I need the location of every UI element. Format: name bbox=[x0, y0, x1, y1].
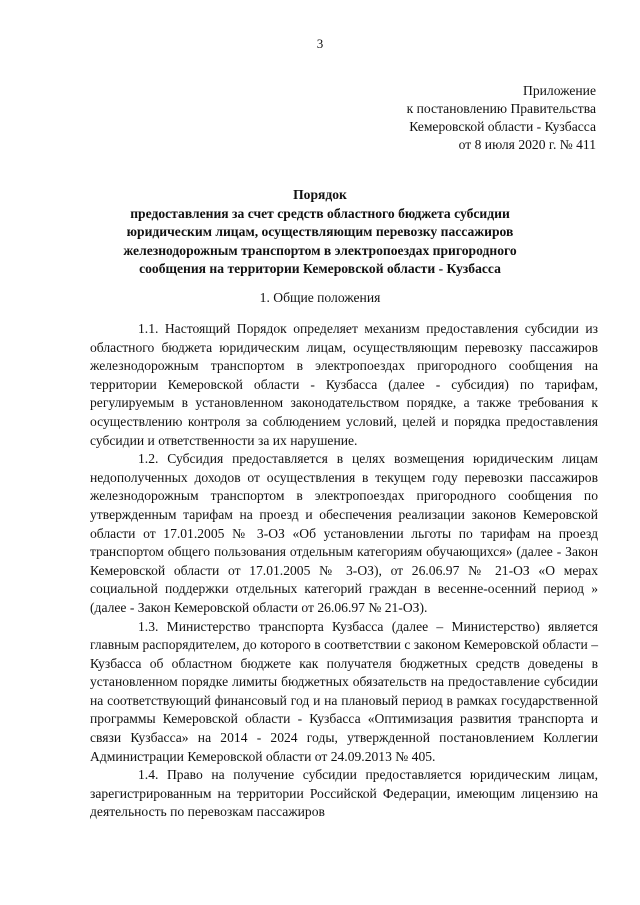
paragraph-1-4: 1.4. Право на получение субсидии предоставляется юридическим лицам, зарегистрированным на территории Российской Федерации, имеющим лицензию на деятельность по перевозкам пассажиров bbox=[90, 767, 598, 820]
paragraph-1-3: 1.3. Министерство транспорта Кузбасса (далее – Министерство) является главным распорядителем, до которого в соответствии с законом Кемеровской области – Кузбасса об областном бюджете как получателя бюджетных средств доведены в установленном порядке лимиты бюджетных обязательств на предоставление субсидии на соответствующий финансовый год и на плановый период в рамках государственной программы Кемеровской области - Кузбасса «Оптимизация развития транспорта и связи Кузбасса» на 2014 - 2024 годы, утвержденной постановлением Коллегии Администрации Кемеровской области от 24.09.2013 № 405. bbox=[90, 618, 598, 764]
title-line-3: юридическим лицам, осуществляющим перевозку пассажиров bbox=[126, 224, 514, 239]
appendix-line-4: от 8 июля 2020 г. № 411 bbox=[458, 137, 596, 152]
appendix-block bbox=[407, 82, 596, 154]
paragraph-1-2: 1.2. Субсидия предоставляется в целях возмещения юридическим лицам недополученных доходов от осуществления в текущем году перевозки пассажиров железнодорожным транспортом в электропоездах пригородного сообщения по утвержденным тарифам на проезд и обеспечения реализации законов Кемеровской области от 17.01.2005 № 3-ОЗ «Об установлении льготы по тарифам на проезд транспортом общего пользования отдельным категориям обучающихся» (далее - Закон Кемеровской области от 17.01.2005 № 3-ОЗ), от 26.06.97 № 21-ОЗ «О мерах социальной поддержки отдельных категорий граждан в весенне-осенний период » (далее - Закон Кемеровской области от 26.06.97 № 21-ОЗ). bbox=[90, 451, 598, 615]
title-line-4: железнодорожным транспортом в электропоездах пригородного bbox=[123, 242, 517, 258]
title-line-5: сообщения на территории Кемеровской области - Кузбасса bbox=[139, 261, 501, 276]
page-number: 3 bbox=[316, 36, 324, 51]
section-heading: 1. Общие положения bbox=[259, 290, 381, 305]
appendix-line-1: Приложение bbox=[523, 83, 596, 98]
appendix-line-2: к постановлению Правительства bbox=[406, 101, 596, 116]
title-line-1: Порядок bbox=[293, 187, 347, 202]
title-line-2: предоставления за счет средств областного бюджета субсидии bbox=[130, 205, 510, 221]
body-text bbox=[90, 320, 598, 822]
document-title bbox=[80, 186, 560, 279]
paragraph-1-1: 1.1. Настоящий Порядок определяет механизм предоставления субсидии из областного бюджета юридическим лицам, осуществляющим перевозку пассажиров железнодорожным транспортом в электропоездах пригородного сообщения на территории Кемеровской области - Кузбасса (далее - субсидия) по тарифам, регулируемым в установленном законодательством порядке, а также требования к осуществлению контроля за соблюдением условий, целей и порядка предоставления субсидии и ответственности за их нарушение. bbox=[90, 321, 598, 448]
appendix-line-3: Кемеровской области - Кузбасса bbox=[409, 119, 596, 134]
